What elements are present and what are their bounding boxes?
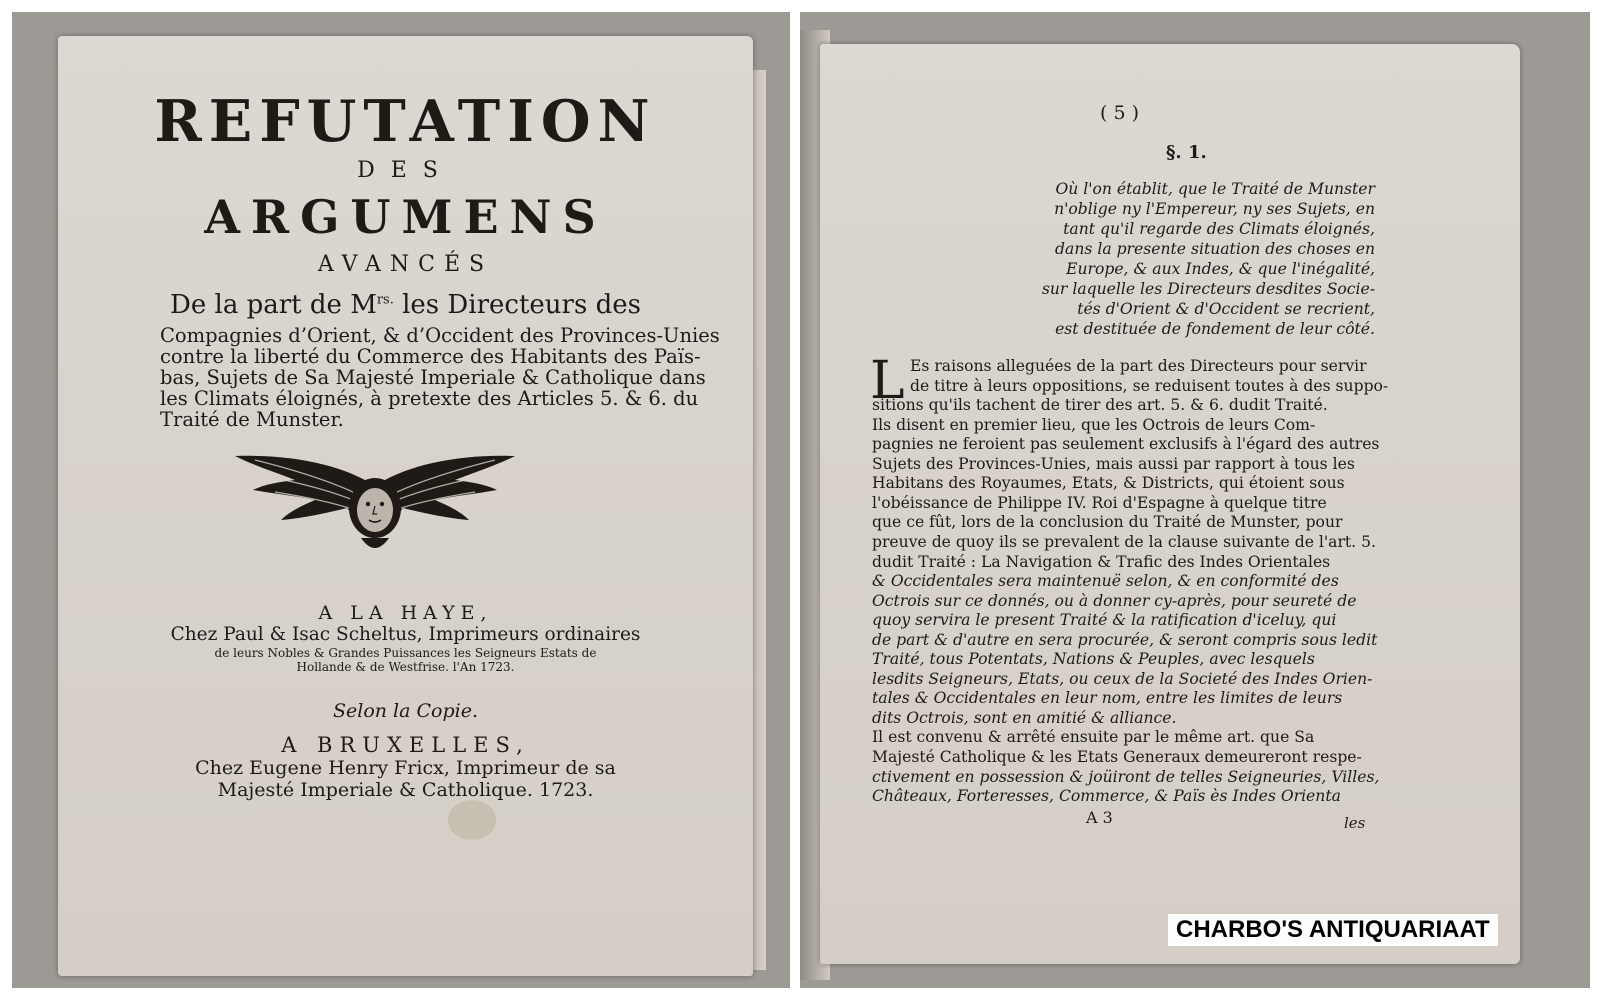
body-line: Octrois sur ce donnés, ou à donner cy-après, pour seureté de <box>872 591 1357 610</box>
signature-mark: A 3 <box>1086 808 1113 827</box>
body-line: Ils disent en premier lieu, que les Octrois de leurs Com- <box>872 415 1316 434</box>
drop-cap: L <box>870 351 905 411</box>
title-argumens: ARGUMENS <box>204 190 607 244</box>
body-line: preuve de quoy ils se prevalent de la clause suivante de l'art. 5. <box>872 532 1376 551</box>
body-line: & Occidentales sera maintenuë selon, & en conformité des <box>872 572 1339 591</box>
body-line: quoy servira le present Traité & la ratification d'iceluy, qui <box>872 611 1337 630</box>
imprint-copy-note: Selon la Copie. <box>333 700 478 722</box>
subtitle-line: Traité de Munster. <box>160 408 344 431</box>
summary-line: tés d'Orient & d'Occident se recrient, <box>1077 300 1375 318</box>
section-mark: §. 1. <box>1166 142 1207 163</box>
body-line: tales & Occidentales en leur nom, entre les limites de leurs <box>872 689 1343 708</box>
body-line: Habitans des Royaumes, Etats, & Districts, qui étoient sous <box>872 474 1345 493</box>
subtitle-lead-text-end: les Directeurs des <box>393 290 641 320</box>
body-line: dudit Traité : La Navigation & Trafic des Indes Orientales <box>872 552 1331 571</box>
imprint-printer-line-second: Chez Eugene Henry Fricx, Imprimeur de sa <box>195 757 616 779</box>
subtitle-line: bas, Sujets de Sa Majesté Imperiale & Catholique dans <box>160 366 706 389</box>
winged-cherub-icon <box>235 446 515 558</box>
body-line: Sujets des Provinces-Unies, mais aussi par rapport à tous les <box>872 454 1355 473</box>
body-line: de part & d'autre en sera procurée, & seront compris sous ledit <box>872 630 1378 649</box>
imprint-small-line: de leurs Nobles & Grandes Puissances les Seigneurs Estats de <box>214 646 597 660</box>
body-line: Majesté Catholique & les Etats Generaux demeureront respe- <box>872 748 1362 766</box>
imprint-printer-line: Chez Paul & Isac Scheltus, Imprimeurs ordinaires <box>170 624 641 645</box>
body-line: pagnies ne feroient pas seulement exclusifs à l'égard des autres <box>872 435 1380 454</box>
watermark: CHARBO'S ANTIQUARIAAT <box>1168 914 1498 946</box>
summary-line: n'oblige ny l'Empereur, ny ses Sujets, en <box>1054 200 1375 218</box>
foxing-stain <box>448 800 496 840</box>
imprint-place: A LA HAYE, <box>318 602 493 624</box>
catchword: les <box>1344 814 1366 832</box>
body-line: de titre à leurs oppositions, se reduisent toutes à des suppo- <box>910 376 1389 395</box>
title-avances: AVANCÉS <box>317 252 494 277</box>
title-main: REFUTATION <box>154 88 657 155</box>
subtitle-line: les Climats éloignés, à pretexte des Articles 5. & 6. du <box>160 387 699 410</box>
body-line: Es raisons alleguées de la part des Directeurs pour servir <box>910 357 1367 375</box>
summary-line: Où l'on établit, que le Traité de Munster <box>1055 180 1375 198</box>
body-line: ctivement en possession & joüiront de telles Seigneuries, Villes, <box>872 767 1380 786</box>
imprint-place-second: A BRUXELLES, <box>281 733 530 757</box>
summary-line: est destituée de fondement de leur côté. <box>1055 320 1375 338</box>
body-line: Châteaux, Forteresses, Commerce, & Païs ès Indes Orienta <box>872 787 1341 806</box>
imprint-printer-line-third: Majesté Imperiale & Catholique. 1723. <box>217 779 594 801</box>
body-line: lesdits Seigneurs, Etats, ou ceux de la Societé des Indes Orien- <box>872 669 1373 688</box>
imprint-small-line: Hollande & de Westfrise. l'An 1723. <box>296 660 515 674</box>
summary-line: tant qu'il regarde des Climats éloignés, <box>1063 220 1375 238</box>
body-line: que ce fût, lors de la conclusion du Traité de Munster, pour <box>872 513 1343 532</box>
subtitle-line: contre la liberté du Commerce des Habitants des Païs- <box>160 345 701 368</box>
title-des: DES <box>357 158 454 183</box>
body-line: Traité, tous Potentats, Nations & Peuples, avec lesquels <box>872 650 1315 669</box>
body-line: Il est convenu & arrêté ensuite par le même art. que Sa <box>872 728 1315 747</box>
subtitle-lead <box>58 290 753 320</box>
summary-line: Europe, & aux Indes, & que l'inégalité, <box>1066 260 1375 278</box>
subtitle-line: Compagnies d’Orient, & d’Occident des Provinces-Unies <box>160 324 720 347</box>
summary-line: dans la presente situation des choses en <box>1055 240 1375 258</box>
body-line: dits Octrois, sont en amitié & alliance. <box>872 708 1177 727</box>
subtitle-lead-text: De la part de M <box>170 290 377 320</box>
body-line: l'obéissance de Philippe IV. Roi d'Espagne à quelque titre <box>872 493 1327 512</box>
summary-line: sur laquelle les Directeurs desdites Socie- <box>1041 280 1375 298</box>
body-line: sitions qu'ils tachent de tirer des art. 5. & 6. dudit Traité. <box>872 396 1328 415</box>
page-number: ( 5 ) <box>1100 102 1139 124</box>
subtitle-lead-superscript: rs. <box>376 292 394 308</box>
